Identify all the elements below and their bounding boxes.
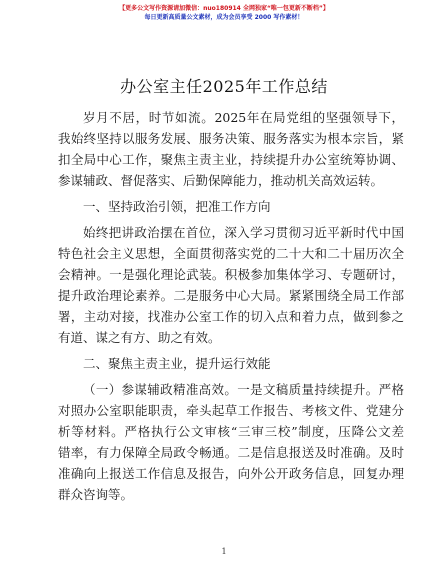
paragraph-line: 群众咨询等。 xyxy=(58,487,134,502)
paragraph-line: 对照办公室职能职责，牵头起草工作报告、考核文件、党建分 xyxy=(58,403,404,418)
document-title: 办公室主任2025年工作总结 xyxy=(120,77,328,96)
paragraph-line: 会精神。一是强化理论武装。积极参加集体学习、专题研讨， xyxy=(58,267,404,282)
paragraph-line: 岁月不居，时节如流。2025年在局党组的坚强领导下， xyxy=(83,110,404,125)
section-heading: 一、坚持政治引领，把准工作方向 xyxy=(83,199,271,214)
paragraph-line: 准确向上报送工作信息及报告，向外公开政务信息，回复办理 xyxy=(58,466,404,481)
section-heading: 二、聚焦主责主业，提升运行效能 xyxy=(83,356,271,371)
paragraph-line: 参谋辅政、督促落实、后勤保障能力，推动机关高效运转。 xyxy=(58,173,384,188)
paragraph-line: 我始终坚持以服务发展、服务决策、服务落实为根本宗旨，紧 xyxy=(58,131,404,146)
paragraph-line: 特色社会主义思想，全面贯彻落实党的二十大和二十届历次全 xyxy=(58,246,404,261)
paragraph-line: 错率，有力保障全局政令畅通。二是信息报送及时准确。及时 xyxy=(58,445,404,460)
paragraph-line: 有道、谋之有方、助之有效。 xyxy=(58,330,221,345)
promo-banner-line-1: 【更多公文写作资源请加微信：nuo180914 全网独家“唯一包更新不断档”】 xyxy=(119,5,329,12)
paragraph-line: （一）参谋辅政精准高效。一是文稿质量持续提升。严格 xyxy=(83,382,404,397)
promo-banner-line-2: 每日更新高质量公文素材，成为会员享受 2000 写作素材！ xyxy=(144,14,304,21)
paragraph-line: 析等材料。严格执行公文审核“三审三校”制度，压降公文差 xyxy=(58,424,404,439)
document-body xyxy=(58,107,404,505)
paragraph-line: 扣全局中心工作，聚焦主责主业，持续提升办公室统筹协调、 xyxy=(58,152,404,167)
paragraph-line: 署，主动对接，找准办公室工作的切入点和着力点，做到参之 xyxy=(58,309,404,324)
paragraph-line: 提升政治理论素养。二是服务中心大局。紧紧围绕全局工作部 xyxy=(58,288,404,303)
page-number: 1 xyxy=(221,547,227,556)
paragraph-line: 始终把讲政治摆在首位，深入学习贯彻习近平新时代中国 xyxy=(83,225,404,240)
